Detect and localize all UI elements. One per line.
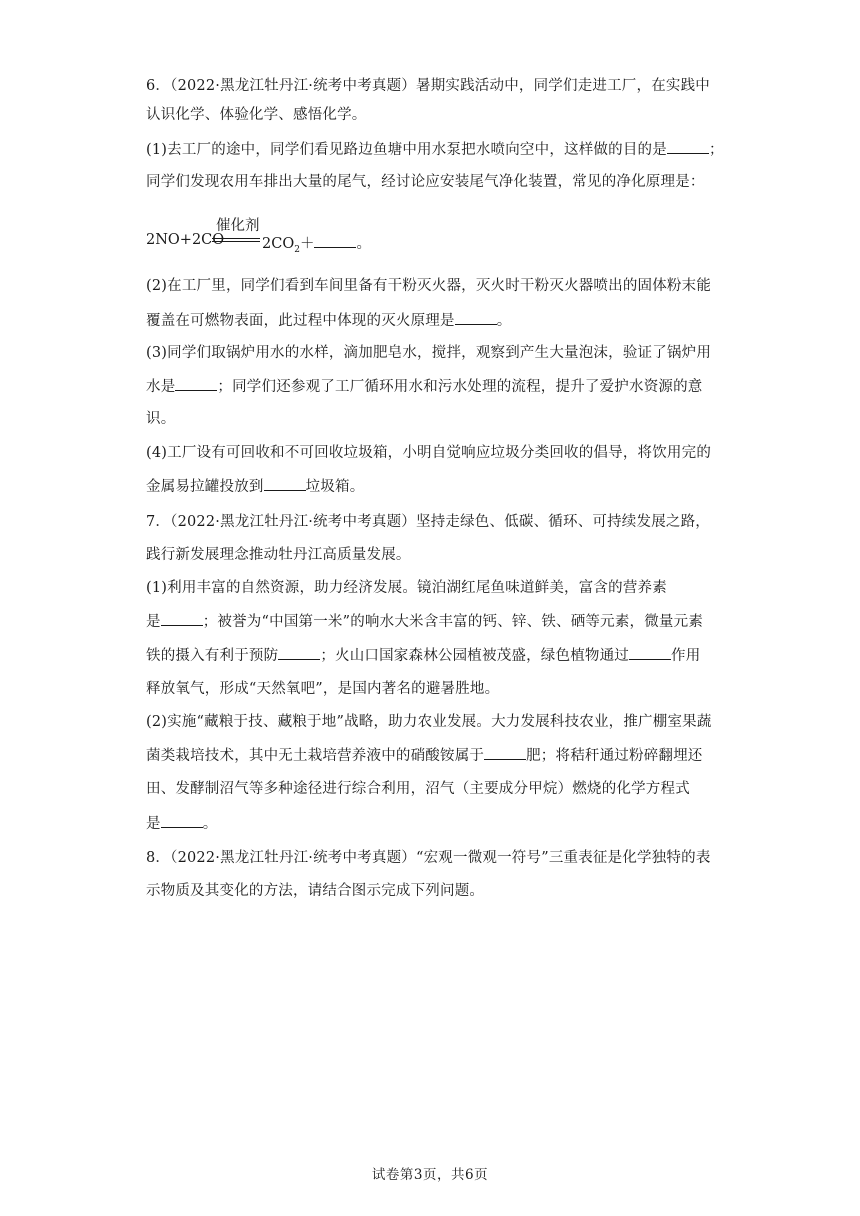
- q7-stem-line-2: 践行新发展理念推动牡丹江高质量发展。: [146, 547, 411, 563]
- q6-part3-line-3: 识。: [146, 411, 176, 427]
- q7-part1-line-3: 铁的摄入有利于预防 ；火山口国家森林公园植被茂盛，绿色植物通过 作用: [146, 645, 700, 666]
- q7-stem-line-1: 7．（2022·黑龙江牡丹江·统考中考真题）坚持走绿色、低碳、循环、可持续发展之路，: [146, 514, 710, 530]
- q7-part2-line-2: 菌类栽培技术，其中无土栽培营养液中的硝酸铵属于 肥；将秸秆通过粉碎翻埋还: [146, 745, 703, 766]
- answer-blank: [629, 645, 671, 660]
- q6-stem-line-2: 认识化学、体验化学、感悟化学。: [146, 107, 367, 123]
- q6-part4-line-2: 金属易拉罐投放到 垃圾箱。: [146, 476, 364, 497]
- answer-blank: [161, 813, 203, 828]
- q7-part1-line-4: 释放氧气，形成“天然氧吧”，是国内著名的避暑胜地。: [146, 681, 500, 697]
- answer-blank: [484, 745, 526, 760]
- q6-part3-line-2: 水是 ；同学们还参观了工厂循环用水和污水处理的流程，提升了爱护水资源的意: [146, 376, 703, 397]
- q8-stem-line-1: 8．（2022·黑龙江牡丹江·统考中考真题）“宏观一微观一符号”三重表征是化学独特的表: [146, 850, 711, 866]
- answer-blank: [667, 139, 709, 154]
- equation-reactants: 2NO+2CO: [146, 232, 225, 248]
- q6-part2-line-2: 覆盖在可燃物表面，此过程中体现的灭火原理是 。: [146, 310, 511, 331]
- q6-part3-line-1: (3)同学们取锅炉用水的水样，滴加肥皂水，搅拌，观察到产生大量泡沫，验证了锅炉用: [146, 345, 712, 361]
- equals-line-top: [212, 238, 260, 239]
- q6-part2-line-1: (2)在工厂里，同学们看到车间里备有干粉灭火器，灭火时干粉灭火器喷出的固体粉末能: [146, 278, 712, 294]
- answer-blank: [161, 611, 203, 626]
- q6-part4-line-1: (4)工厂设有可回收和不可回收垃圾箱，小明自觉响应垃圾分类回收的倡导，将饮用完的: [146, 445, 712, 461]
- q6-stem-line-1: 6．（2022·黑龙江牡丹江·统考中考真题）暑期实践活动中，同学们走进工厂，在实践中: [146, 78, 710, 94]
- page-footer: 试卷第3页，共6页: [371, 1167, 489, 1183]
- q6-part1-line-1: (1)去工厂的途中，同学们看见路边鱼塘中用水泵把水喷向空中，这样做的目的是 ；: [146, 139, 724, 160]
- q7-part2-line-3: 田、发酵制沼气等多种途径进行综合利用，沼气（主要成分甲烷）燃烧的化学方程式: [146, 781, 690, 797]
- q6-part1-line-2: 同学们发现农用车排出大量的尾气，经讨论应安装尾气净化装置，常见的净化原理是：: [146, 174, 705, 190]
- answer-blank: [455, 310, 497, 325]
- q7-part2-line-1: (2)实施“藏粮于技、藏粮于地”战略，助力农业发展。大力发展科技农业，推广棚室果蔬: [146, 714, 712, 730]
- equation-catalyst: 催化剂: [216, 218, 260, 234]
- answer-blank: [264, 476, 306, 491]
- answer-blank: [314, 233, 356, 248]
- equals-line-bottom: [212, 241, 260, 242]
- q8-stem-line-2: 示物质及其变化的方法，请结合图示完成下列问题。: [146, 883, 485, 899]
- answer-blank: [175, 376, 217, 391]
- answer-blank: [278, 645, 320, 660]
- q7-part2-line-4: 是 。: [146, 813, 217, 834]
- q7-part1-line-2: 是 ；被誉为“中国第一米”的响水大米含丰富的钙、锌、铁、硒等元素，微量元素: [146, 611, 703, 632]
- q7-part1-line-1: (1)利用丰富的自然资源，助力经济发展。镜泊湖红尾鱼味道鲜美，富含的营养素: [146, 580, 667, 596]
- equation-products: $2CO_2+$ 。: [262, 232, 371, 255]
